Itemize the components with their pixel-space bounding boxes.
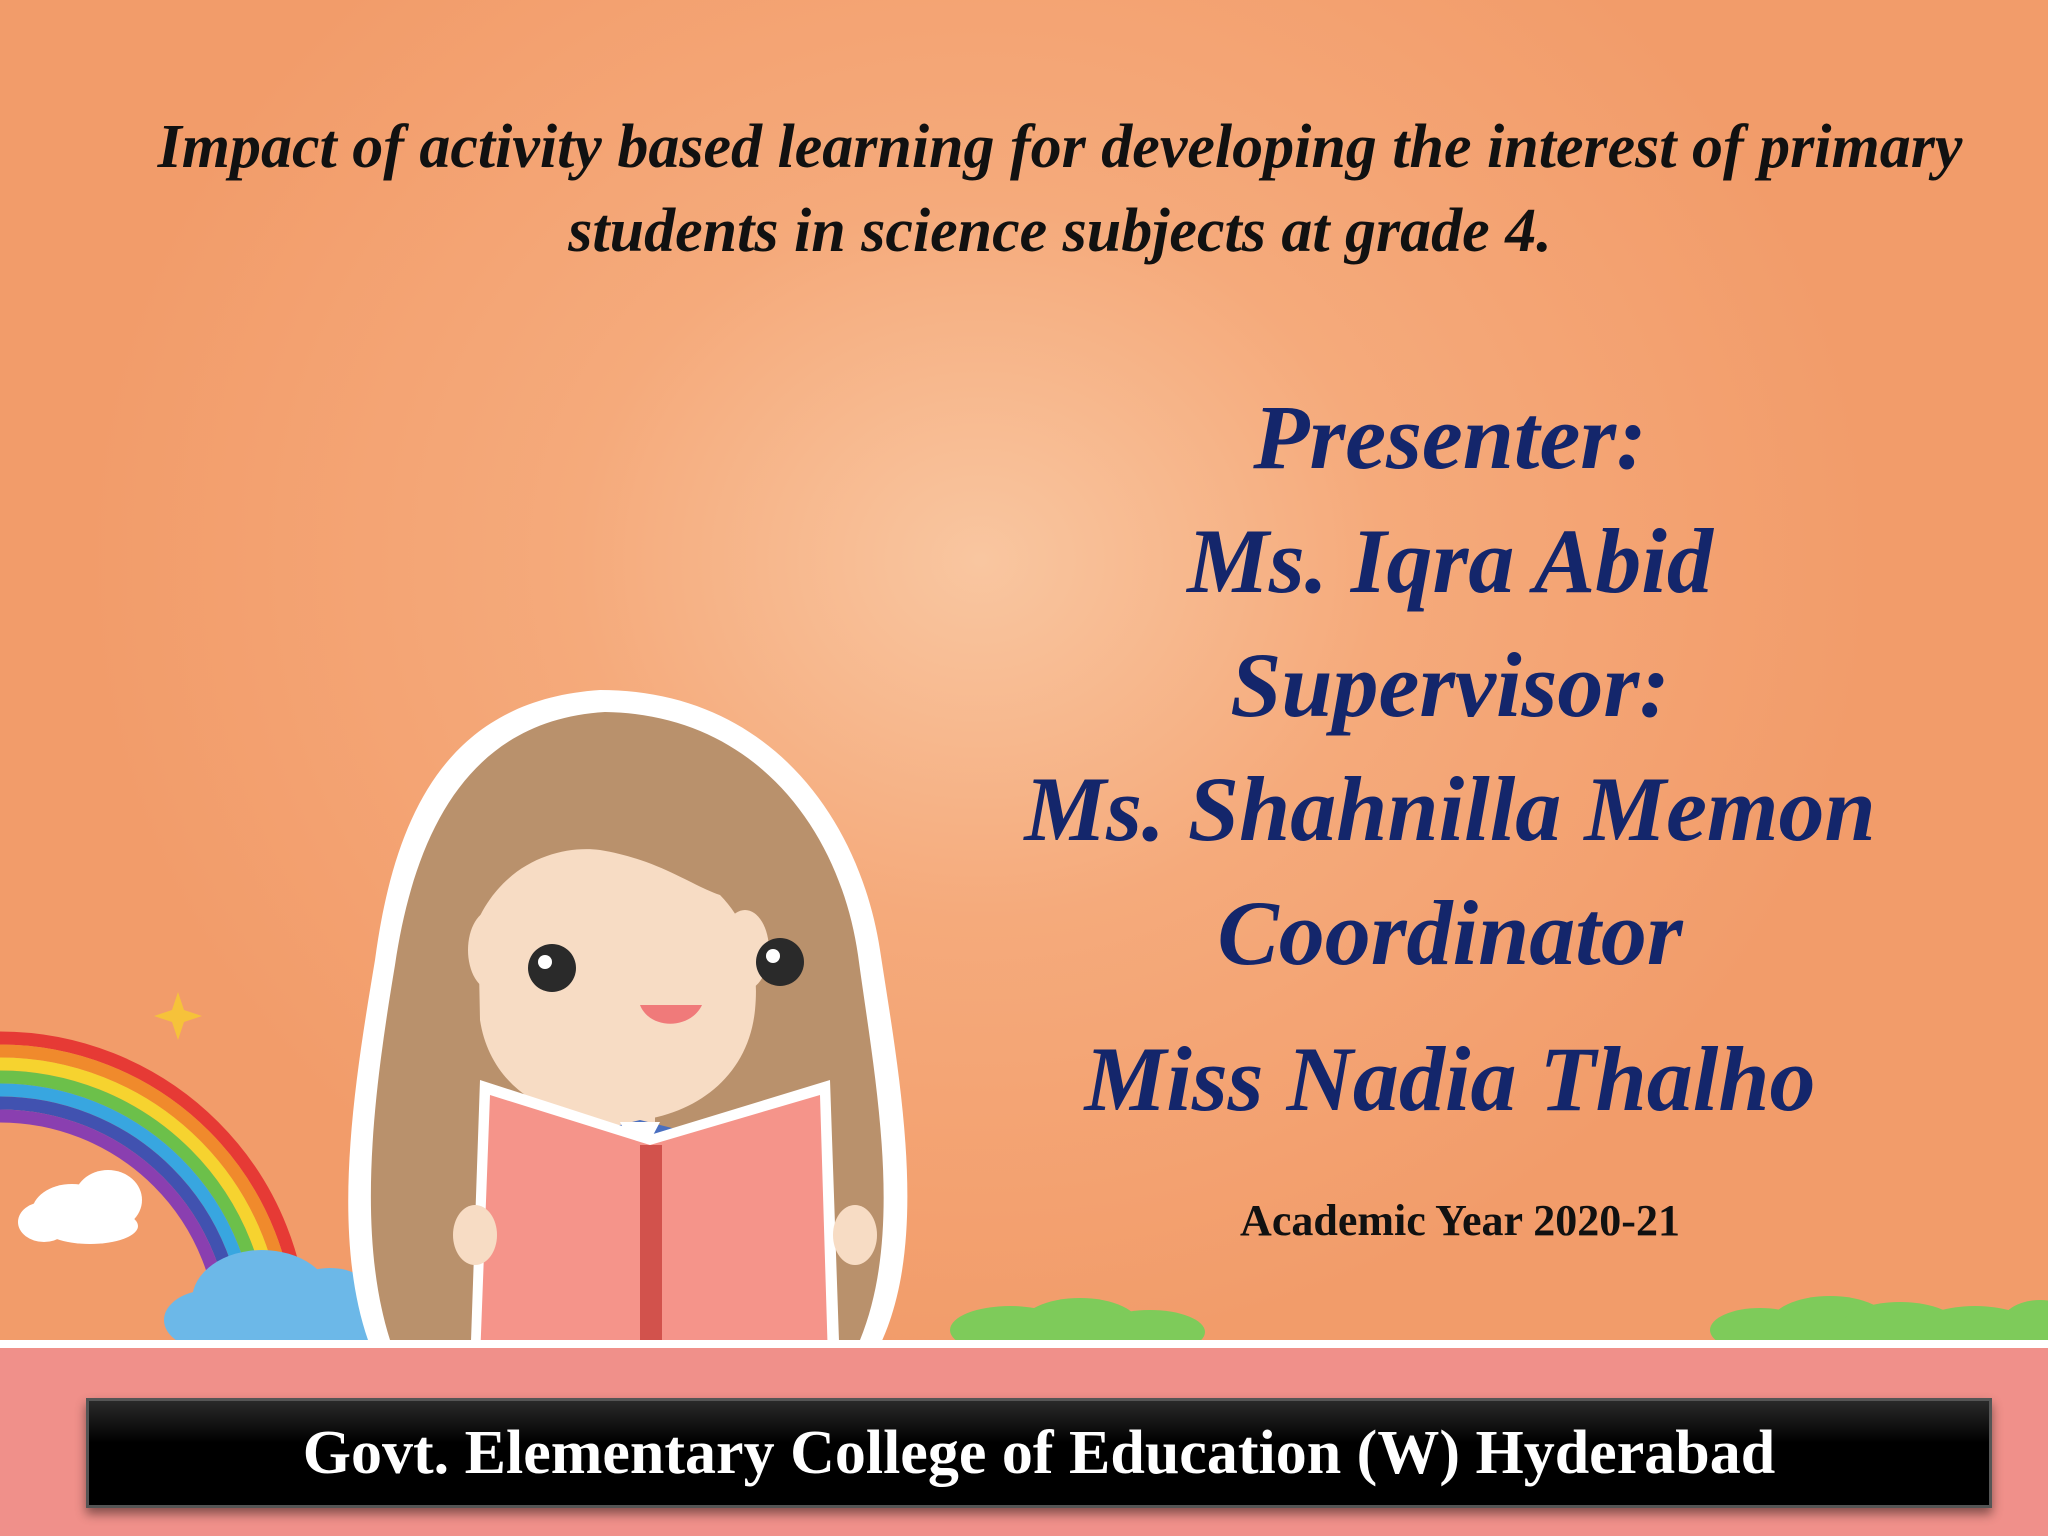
blue-cloud-icon xyxy=(164,1250,382,1352)
slide-title: Impact of activity based learning for developing the interest of primary students in science subjects at grade 4. xyxy=(157,113,1963,265)
supervisor-label: Supervisor: xyxy=(1230,634,1670,736)
credits-block xyxy=(940,375,1960,1141)
girl-reading-icon xyxy=(348,690,907,1395)
presenter-name: Ms. Iqra Abid xyxy=(1187,510,1713,612)
cloud-icon xyxy=(18,1170,142,1244)
presenter-label: Presenter: xyxy=(1253,386,1647,488)
footer-text: Govt. Elementary College of Education (W) Hyderabad xyxy=(302,1418,1776,1487)
footer-bar xyxy=(86,1398,1992,1508)
sparkle-icon xyxy=(154,992,202,1040)
coordinator-name: Miss Nadia Thalho xyxy=(1084,1028,1816,1130)
coordinator-label: Coordinator xyxy=(1217,882,1683,984)
supervisor-name: Ms. Shahnilla Memon xyxy=(1024,758,1876,860)
academic-year: Academic Year 2020-21 xyxy=(1240,1196,1680,1245)
